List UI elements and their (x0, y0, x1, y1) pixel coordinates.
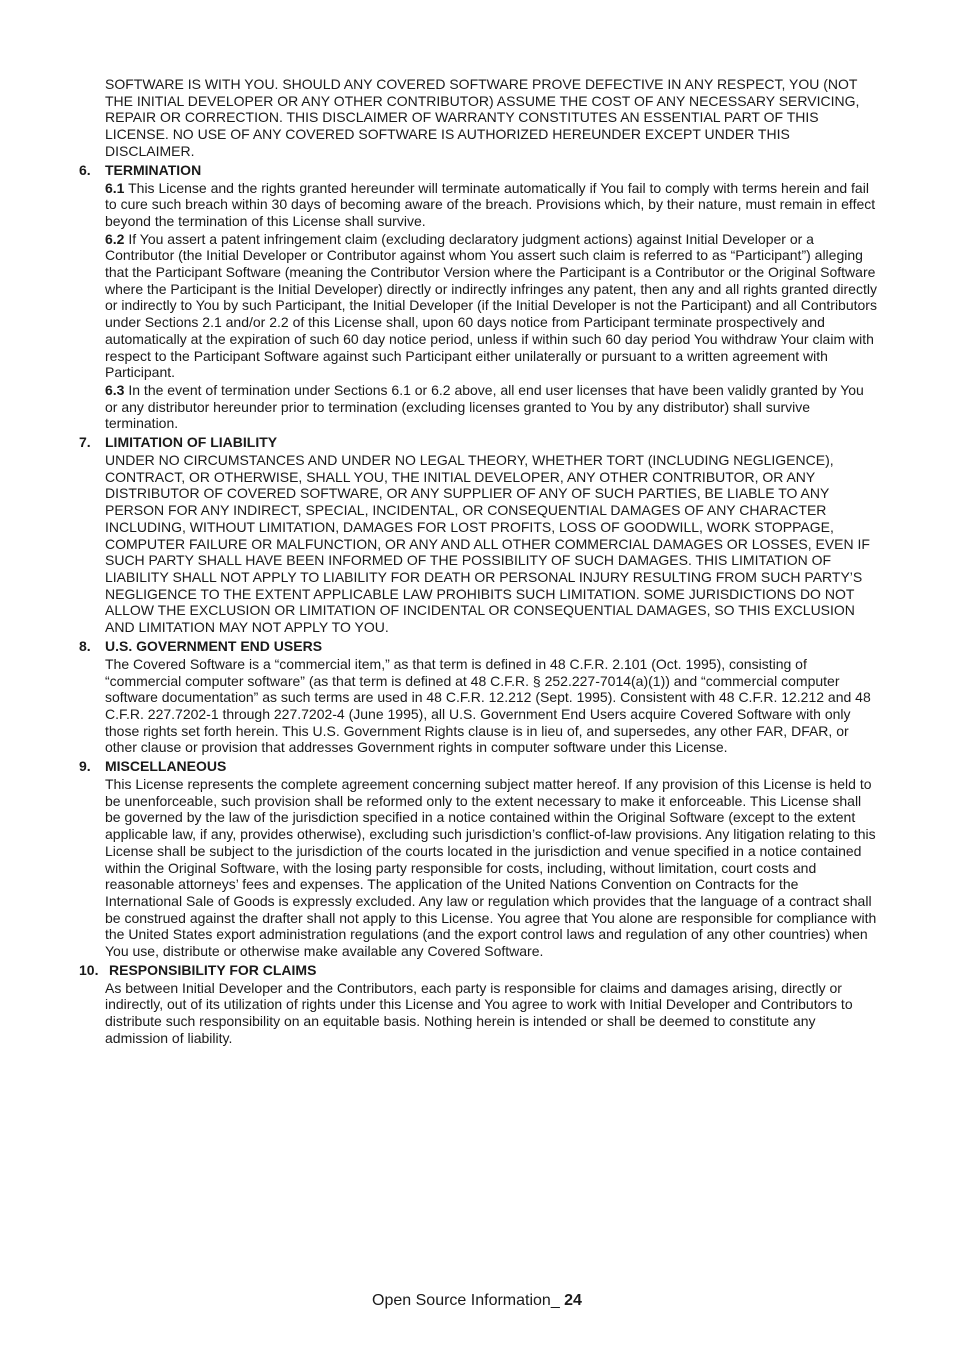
subsection-number: 6.1 (105, 179, 125, 196)
subsection-number: 6.3 (105, 381, 125, 398)
section-title: RESPONSIBILITY FOR CLAIMS (109, 961, 317, 978)
section-heading (79, 433, 877, 452)
section-heading (79, 757, 877, 776)
section-title: MISCELLANEOUS (105, 758, 227, 775)
section-title: TERMINATION (105, 161, 202, 178)
subsection-text: If You assert a patent infringement claim (excluding declaratory judgment actions) against Initial Developer or a Contributor (the Initial Developer or Contributor against whom You assert such claim is referred to as “Participant”) alleging that the Participant Software (meaning the Contributor Version where the Participant is a Contributor or the Original Software where the Participant is the Initial Developer) directly or indirectly infringes any patent, then any and all rights granted directly or indirectly to You by such Participant, the Initial Developer (if the Initial Developer is not the Participant) and all Contributors under Sections 2.1 and/or 2.2 of this License shall, upon 60 days notice from Participant terminate prospectively and automatically at the expiration of such 60 day notice period, unless if within such 60 day period You withdraw Your claim with respect to the Participant Software against such Participant either unilaterally or pursuant to a written agreement with Participant. (105, 230, 877, 381)
section-limitation-of-liability (79, 433, 877, 636)
section-body: UNDER NO CIRCUMSTANCES AND UNDER NO LEGAL THEORY, WHETHER TORT (INCLUDING NEGLIGENCE), CONTRACT, OR OTHERWISE, SHALL YOU, THE INITIAL DEVELOPER, ANY OTHER CONTRIBUTOR, OR ANY DISTRIBUTOR OF COVERED SOFTWARE, OR ANY SUPPLIER OF ANY OF SUCH PARTIES, BE LIABLE TO ANY PERSON FOR ANY INDIRECT, SPECIAL, INCIDENTAL, OR CONSEQUENTIAL DAMAGES OF ANY CHARACTER INCLUDING, WITHOUT LIMITATION, DAMAGES FOR LOST PROFITS, LOSS OF GOODWILL, WORK STOPPAGE, COMPUTER FAILURE OR MALFUNCTION, OR ANY AND ALL OTHER COMMERCIAL DAMAGES OR LOSSES, EVEN IF SUCH PARTY SHALL HAVE BEEN INFORMED OF THE POSSIBILITY OF SUCH DAMAGES. THIS LIMITATION OF LIABILITY SHALL NOT APPLY TO LIABILITY FOR DEATH OR PERSONAL INJURY RESULTING FROM SUCH PARTY’S NEGLIGENCE TO THE EXTENT APPLICABLE LAW PROHIBITS SUCH LIMITATION. SOME JURISDICTIONS DO NOT ALLOW THE EXCLUSION OR LIMITATION OF INCIDENTAL OR CONSEQUENTIAL DAMAGES, SO THIS EXCLUSION AND LIMITATION MAY NOT APPLY TO YOU. (105, 452, 870, 636)
section-number: 10. (79, 961, 99, 978)
section-heading (79, 961, 877, 980)
section-heading (79, 161, 877, 180)
page-number: 24 (564, 1292, 582, 1309)
section-body: The Covered Software is a “commercial item,” as that term is defined in 48 C.F.R. 2.101 (Oct. 1995), consisting of “commercial computer software” (as that term is defined at 48 C.F.R. § 252.227-7014(a)(1)) and “commercial computer software documentation” as such terms are used in 48 C.F.R. 12.212 (Sept. 1995). Consistent with 48 C.F.R. 12.212 and 48 C.F.R. 227.7202-1 through 227.7202-4 (June 1995), all U.S. Government End Users acquire Covered Software with only those rights set forth herein. This U.S. Government Rights clause is in lieu of, and supersedes, any other FAR, DFAR, or other clause or provision that addresses Government rights in computer software under this License. (105, 655, 871, 756)
section-body: This License represents the complete agreement concerning subject matter hereof. If any provision of this License is held to be unenforceable, such provision shall be reformed only to the extent necessary to make it enforceable. This License shall be governed by the law of the jurisdiction specified in a notice contained within the Original Software (except to the extent applicable law, if any, provides otherwise), excluding such jurisdiction’s conflict-of-law provisions. Any litigation relating to this License shall be subject to the jurisdiction of the courts located in the jurisdiction and venue specified in a notice contained within the Original Software, with the losing party responsible for costs, including, without limitation, court costs and reasonable attorneys’ fees and expenses. The application of the United Nations Convention on Contracts for the International Sale of Goods is expressly excluded. Any law or regulation which provides that the language of a contract shall be construed against the drafter shall not apply to this License. You agree that You alone are responsible for compliance with the United States export administration regulations (and the export control laws and regulation of any other countries) when You use, distribute or otherwise make available any Covered Software. (105, 776, 877, 960)
subsection-6-3 (105, 382, 877, 432)
footer-label: Open Source Information_ (372, 1292, 565, 1309)
section-miscellaneous (79, 757, 877, 960)
subsection-text: In the event of termination under Sections 6.1 or 6.2 above, all end user licenses that have been validly granted by You or any distributor hereunder prior to termination (excluding licenses granted to You by any distributor) shall survive termination. (105, 381, 864, 432)
section-body: As between Initial Developer and the Contributors, each party is responsible for claims and damages arising, directly or indirectly, out of its utilization of rights under this License and You agree to work with Initial Developer and Contributors to distribute such responsibility on an equitable basis. Nothing herein is intended or shall be deemed to constitute any admission of liability. (105, 979, 853, 1046)
section-termination (79, 161, 877, 433)
subsection-6-1 (105, 180, 877, 230)
intro-paragraph: SOFTWARE IS WITH YOU. SHOULD ANY COVERED SOFTWARE PROVE DEFECTIVE IN ANY RESPECT, YOU (NOT THE INITIAL DEVELOPER OR ANY OTHER CONTRIBUTOR) ASSUME THE COST OF ANY NECESSARY SERVICING, REPAIR OR CORRECTION. THIS DISCLAIMER OF WARRANTY CONSTITUTES AN ESSENTIAL PART OF THIS LICENSE. NO USE OF ANY COVERED SOFTWARE IS AUTHORIZED HEREUNDER EXCEPT UNDER THIS DISCLAIMER. (105, 76, 860, 159)
page-footer (0, 1291, 954, 1311)
section-heading (79, 637, 877, 656)
subsection-text: This License and the rights granted hereunder will terminate automatically if You fail to comply with terms herein and fail to cure such breach within 30 days of becoming aware of the breach. Provisions which, by their nature, must remain in effect beyond the termination of this License shall survive. (105, 179, 876, 229)
section-number: 9. (79, 758, 91, 775)
section-responsibility-for-claims (79, 961, 877, 1047)
section-number: 6. (79, 161, 91, 178)
section-title: U.S. GOVERNMENT END USERS (105, 637, 323, 654)
license-body (79, 76, 877, 1047)
section-title: LIMITATION OF LIABILITY (105, 434, 278, 451)
section-us-government-end-users (79, 637, 877, 756)
section-number: 8. (79, 637, 91, 654)
subsection-number: 6.2 (105, 230, 125, 247)
section-number: 7. (79, 434, 91, 451)
subsection-6-2 (105, 231, 877, 381)
